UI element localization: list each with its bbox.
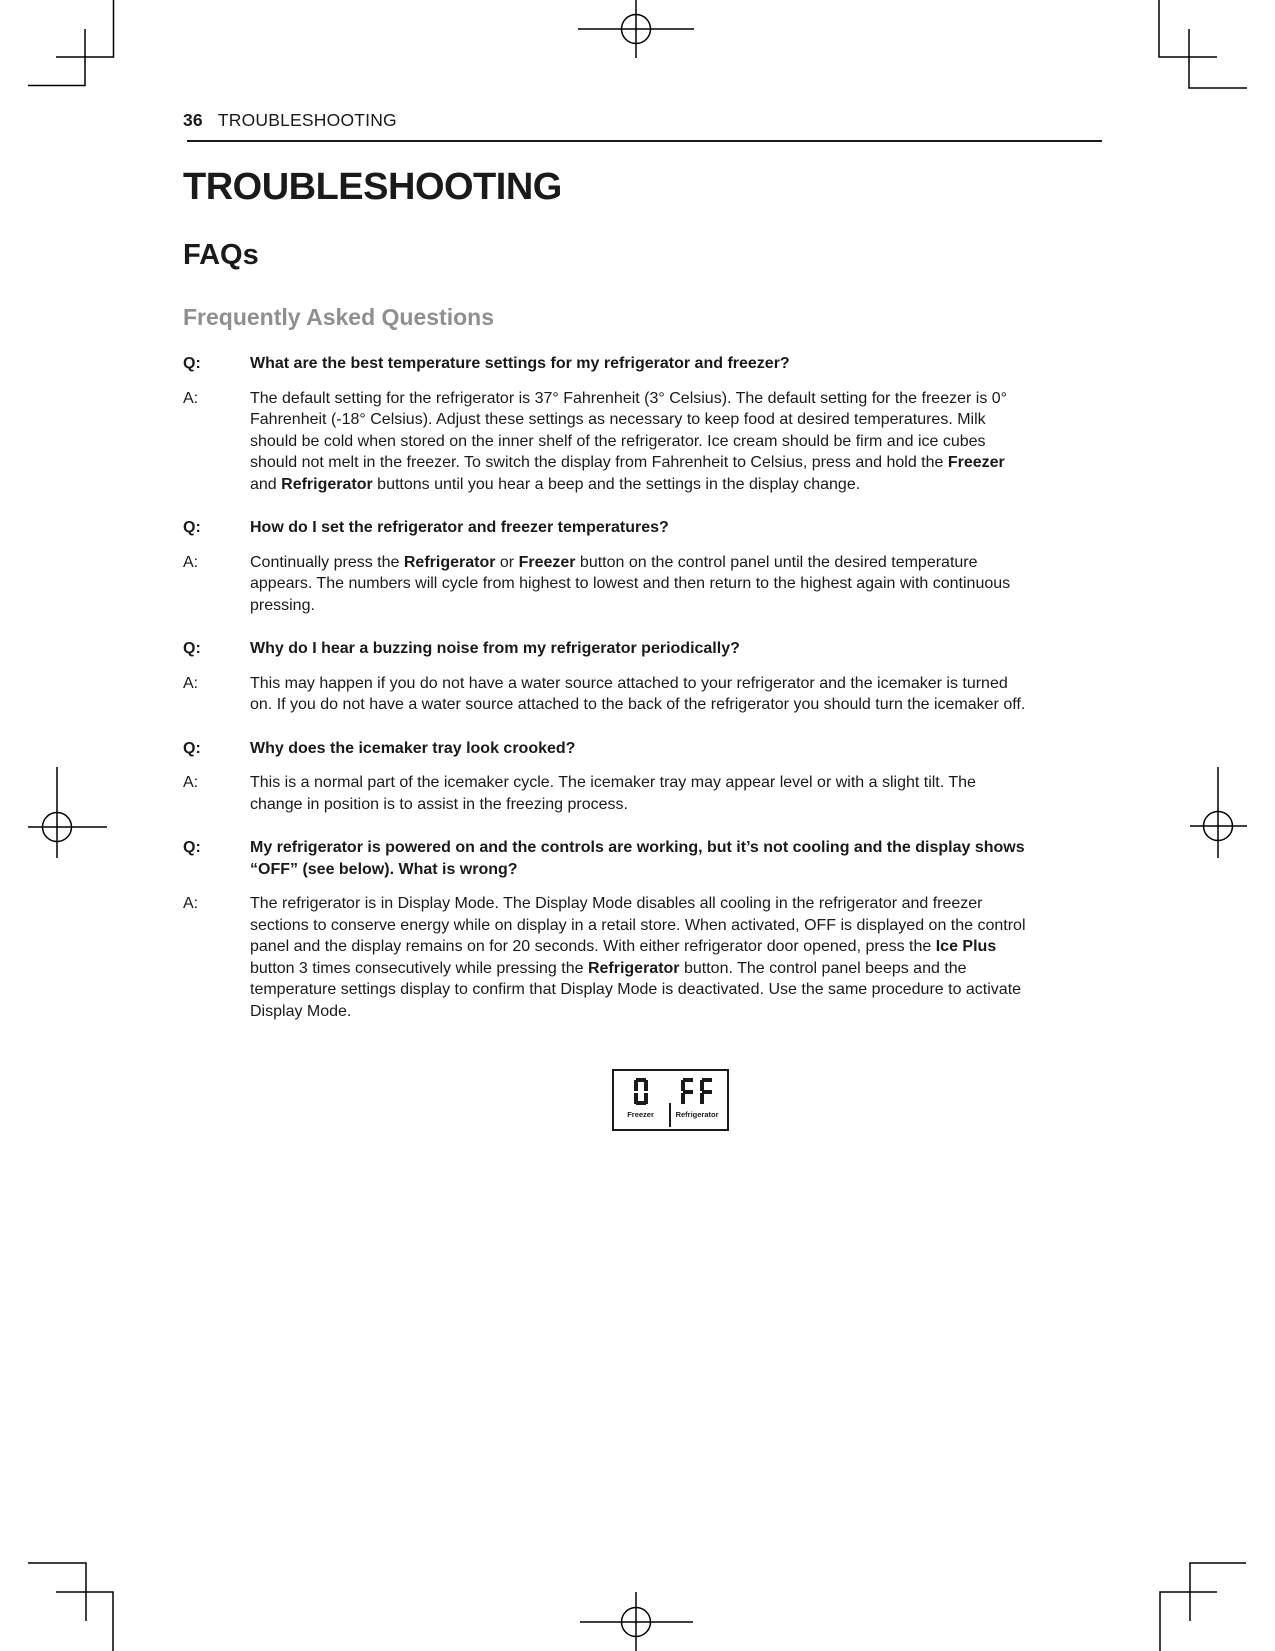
freezer-display-section xyxy=(614,1071,667,1129)
display-divider xyxy=(669,1103,671,1127)
registration-target-top-center xyxy=(578,0,694,58)
faq-answer-text: Continually press the Refrigerator or Freezer button on the control panel until the desired temperature appears. The numbers will cycle from highest to lowest and then return to the highest again with continuous pressing. xyxy=(250,553,1011,614)
faq-q-label: Q: xyxy=(183,355,201,372)
seven-segment-digit xyxy=(700,1078,714,1105)
faq-answer-text: This may happen if you do not have a water source attached to your refrigerator and the icemaker is turned on. If you do not have a water source attached to the back of the refrigerator you should turn the icemaker off. xyxy=(250,674,1026,713)
seven-segment-digit xyxy=(681,1078,695,1105)
faq-item xyxy=(183,353,1030,495)
crop-mark-bottom-right xyxy=(1160,1563,1246,1651)
refrigerator-display-value xyxy=(681,1078,714,1105)
faq-item xyxy=(183,638,1030,716)
faq-question-text: What are the best temperature settings for my refrigerator and freezer? xyxy=(250,355,790,372)
page-title: TROUBLESHOOTING xyxy=(183,166,562,208)
faq-a-label: A: xyxy=(183,774,199,791)
page-number: 36 xyxy=(183,110,203,130)
faq-a-label: A: xyxy=(183,674,199,692)
faq-answer-text: This is a normal part of the icemaker cycle. The icemaker tray may appear level or with a slight tilt. The change in position is to assist in the freezing process. xyxy=(250,774,976,813)
registration-target-right-middle xyxy=(1190,767,1247,858)
page-content xyxy=(183,110,1030,1131)
faq-question-row xyxy=(183,517,1030,539)
faq-item xyxy=(183,738,1030,816)
faq-answer-text: The refrigerator is in Display Mode. The Display Mode disables all cooling in the refrigerator and freezer sections to conserve energy while on display in a retail store. When activated, OFF is displayed on the control panel and the display remains on for 20 seconds. With either refrigerator door opened, press the Ice Plus button 3 times consecutively while pressing the Refrigerator button. The control panel beeps and the temperature settings display to confirm that Display Mode is deactivated. Use the same procedure to activate Display Mode. xyxy=(250,895,1026,1020)
faq-a-label: A: xyxy=(183,389,199,407)
faq-question-row xyxy=(183,353,1030,375)
faq-q-label: Q: xyxy=(183,640,201,657)
freezer-display-value xyxy=(634,1078,648,1105)
faq-answer-row xyxy=(183,893,1030,1022)
faq-question-text: My refrigerator is powered on and the controls are working, but it’s not cooling and the display shows “OFF” (see below). What is wrong? xyxy=(250,839,1025,878)
faq-answer-row xyxy=(183,552,1030,617)
refrigerator-display-label: Refrigerator xyxy=(675,1110,719,1119)
faq-question-row xyxy=(183,638,1030,660)
running-header xyxy=(183,110,1030,131)
crop-mark-top-left xyxy=(28,0,114,86)
faq-question-text: Why does the icemaker tray look crooked? xyxy=(250,739,576,757)
running-header-chapter: TROUBLESHOOTING xyxy=(217,110,397,130)
registration-target-bottom-center xyxy=(580,1592,693,1651)
freezer-display-label: Freezer xyxy=(627,1110,654,1119)
faq-answer-row xyxy=(183,673,1030,716)
seven-segment-digit xyxy=(634,1078,648,1105)
faq-list xyxy=(183,353,1030,1022)
subsection-title: Frequently Asked Questions xyxy=(183,304,494,330)
faq-a-label: A: xyxy=(183,553,199,571)
crop-mark-top-right xyxy=(1159,0,1247,88)
faq-item xyxy=(183,517,1030,616)
section-title: FAQs xyxy=(183,239,259,271)
header-rule xyxy=(187,140,1102,142)
faq-question-text: Why do I hear a buzzing noise from my refrigerator periodically? xyxy=(250,640,740,657)
faq-answer-row xyxy=(183,388,1030,496)
faq-q-label: Q: xyxy=(183,519,201,536)
faq-question-text: How do I set the refrigerator and freezer temperatures? xyxy=(250,519,669,536)
faq-item xyxy=(183,837,1030,1022)
registration-target-left-middle xyxy=(28,767,107,858)
refrigerator-display-section xyxy=(667,1071,727,1129)
control-panel-display xyxy=(612,1069,729,1131)
crop-mark-bottom-left xyxy=(28,1563,113,1651)
faq-q-label: Q: xyxy=(183,839,201,856)
faq-question-row xyxy=(183,837,1030,880)
faq-question-row xyxy=(183,738,1030,760)
faq-answer-text: The default setting for the refrigerator is 37° Fahrenheit (3° Celsius). The default setting for the freezer is 0° Fahrenheit (-18° Celsius). Adjust these settings as necessary to keep food at desired temperatures. Milk should be cold when stored on the inner shelf of the refrigerator. Ice cream should be firm and ice cubes should not melt in the freezer. To switch the display from Fahrenheit to Celsius, press and hold the Freezer and Refrigerator buttons until you hear a beep and the settings in the display change. xyxy=(250,389,1008,493)
faq-q-label: Q: xyxy=(183,739,201,757)
faq-answer-row xyxy=(183,772,1030,815)
faq-a-label: A: xyxy=(183,895,199,912)
